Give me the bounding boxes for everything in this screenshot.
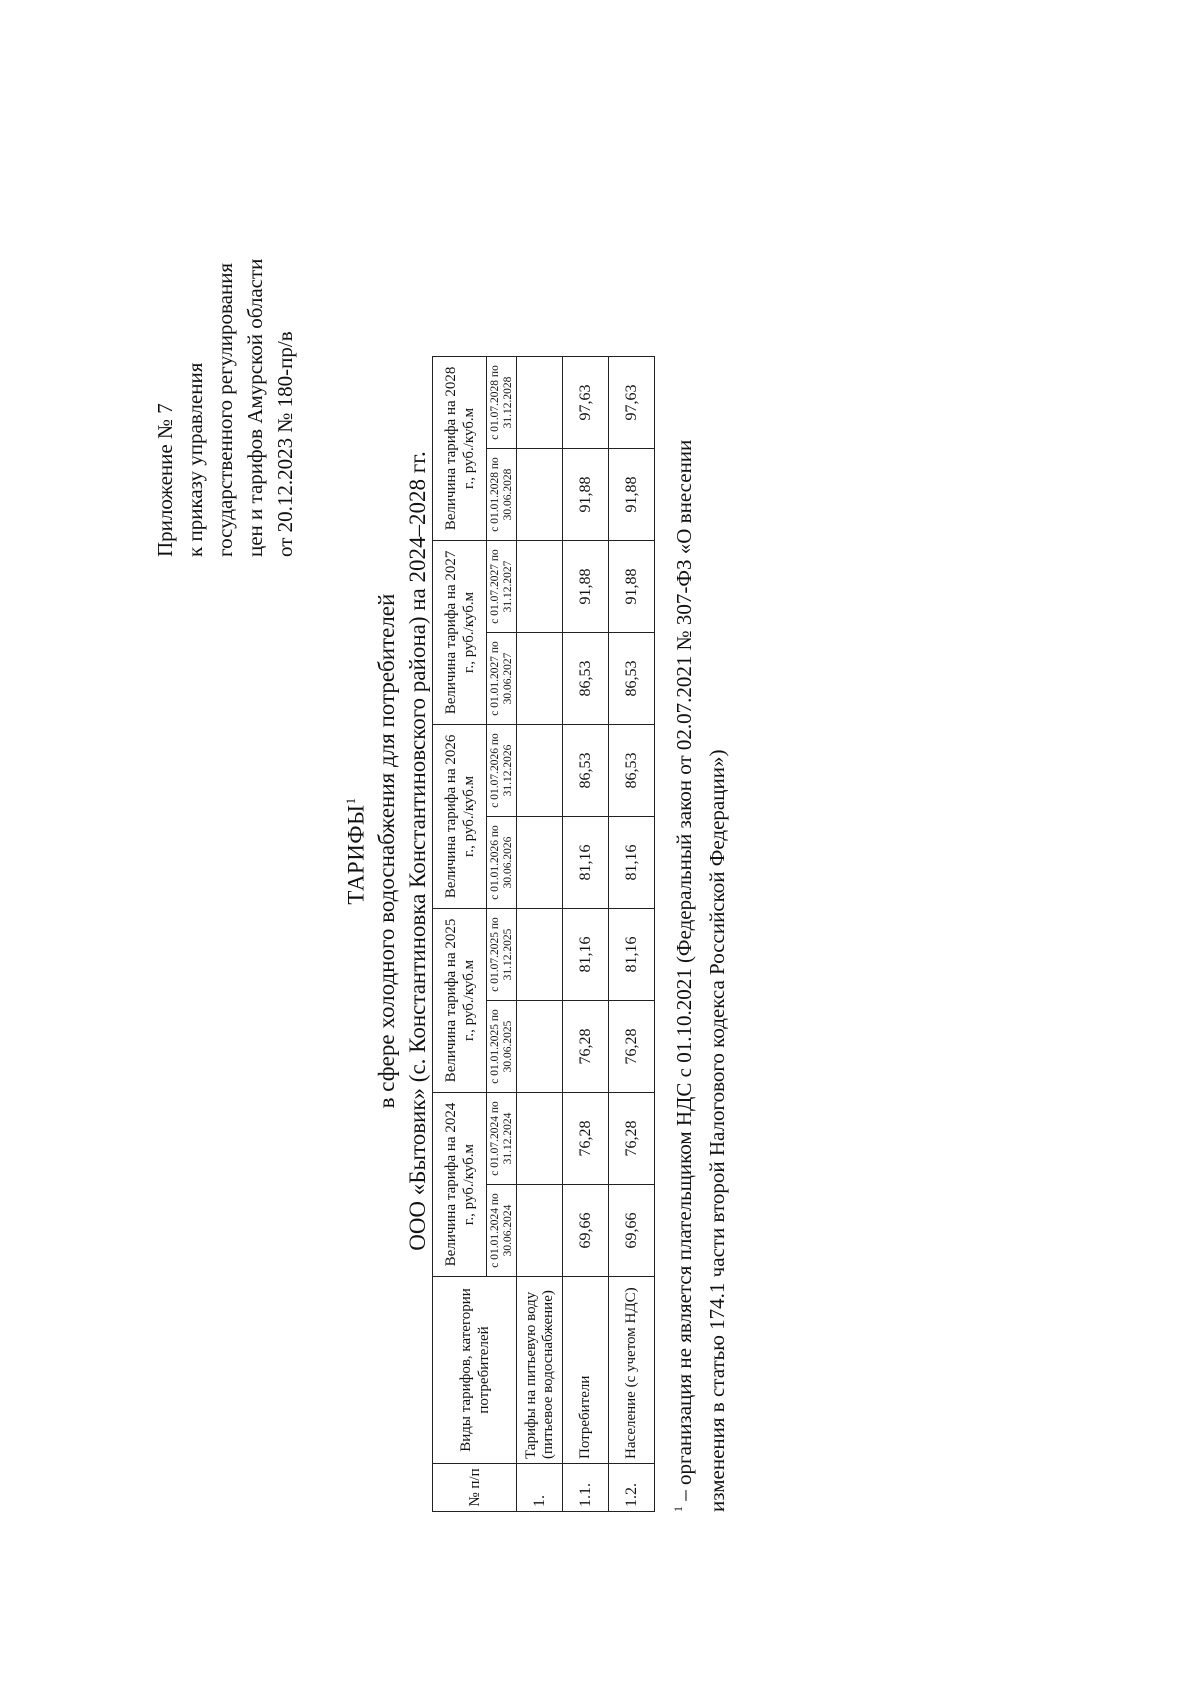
tariff-value	[517, 540, 563, 632]
tariff-value: 86,53	[609, 632, 655, 724]
header-year: Величина тарифа на 2026 г., руб./куб.м	[433, 724, 487, 908]
footnote-text: – организация не является плательщиком НДС с 01.10.2021 (Федеральный закон от 02.07.2021 № 307-ФЗ «О внесении	[672, 439, 696, 1506]
tariff-value: 76,28	[563, 1092, 609, 1184]
document-title	[336, 0, 433, 1702]
header-year: Величина тарифа на 2028 г., руб./куб.м	[433, 356, 487, 540]
header-period: с 01.01.2026 по 30.06.2026	[487, 816, 517, 908]
approval-line: от 20.12.2023 № 180-пр/в	[273, 331, 297, 557]
tariff-value: 91,88	[563, 540, 609, 632]
row-number: 1.	[517, 1464, 563, 1512]
title-main	[336, 0, 372, 1702]
tariff-value: 91,88	[609, 448, 655, 540]
approval-line: Приложение № 7	[153, 403, 177, 557]
tariff-value: 76,28	[609, 1000, 655, 1092]
tariff-value	[517, 448, 563, 540]
tariff-value	[517, 632, 563, 724]
approval-line: цен и тарифов Амурской области	[243, 258, 267, 557]
header-period: с 01.01.2024 по 30.06.2024	[487, 1185, 517, 1277]
tariff-value: 76,28	[563, 1000, 609, 1092]
tariff-value: 91,88	[563, 448, 609, 540]
tariff-value: 91,88	[609, 540, 655, 632]
tariff-value: 81,16	[609, 816, 655, 908]
header-period: с 01.07.2027 по 31.12.2027	[487, 540, 517, 632]
tariff-value: 97,63	[563, 356, 609, 448]
tariff-value	[517, 1000, 563, 1092]
approval-line: к приказу управления	[183, 362, 207, 557]
header-number: № п/п	[433, 1464, 517, 1512]
tariff-value	[517, 724, 563, 816]
footnote	[662, 440, 734, 1512]
header-category: Виды тарифов, категории потребителей	[433, 1277, 517, 1464]
tariff-value	[517, 908, 563, 1000]
header-period: с 01.07.2025 по 31.12.2025	[487, 908, 517, 1000]
table-row	[563, 356, 609, 1511]
tariff-value	[517, 1092, 563, 1184]
tariff-value: 86,53	[563, 724, 609, 816]
title-subtitle: в сфере холодного водоснабжения для потребителей	[373, 593, 399, 1109]
footnote-line	[662, 440, 701, 1512]
tariff-table	[432, 356, 655, 1512]
row-category: Потребители	[563, 1277, 609, 1464]
table-row	[517, 356, 563, 1511]
tariff-value: 69,66	[563, 1185, 609, 1277]
tariff-value: 86,53	[609, 724, 655, 816]
tariff-value: 69,66	[609, 1185, 655, 1277]
header-period: с 01.01.2025 по 30.06.2025	[487, 1000, 517, 1092]
tariff-value	[517, 356, 563, 448]
header-period: с 01.07.2026 по 31.12.2026	[487, 724, 517, 816]
tariff-value	[517, 1185, 563, 1277]
title-organization: ООО «Бытовик» (с. Константиновка Константиновского района) на 2024–2028 гг.	[404, 451, 430, 1251]
row-category: Население (с учетом НДС)	[609, 1277, 655, 1464]
header-year: Величина тарифа на 2025 г., руб./куб.м	[433, 908, 487, 1092]
footnote-mark: 1	[343, 797, 358, 805]
title-main-text: ТАРИФЫ	[343, 804, 369, 905]
header-year: Величина тарифа на 2027 г., руб./куб.м	[433, 540, 487, 724]
header-year: Величина тарифа на 2024 г., руб./куб.м	[433, 1092, 487, 1276]
tariff-value: 81,16	[609, 908, 655, 1000]
tariff-value: 86,53	[563, 632, 609, 724]
row-number: 1.1.	[563, 1464, 609, 1512]
tariff-value: 81,16	[563, 816, 609, 908]
table-row	[609, 356, 655, 1511]
row-category: Тарифы на питьевую воду (питьевое водоснабжение)	[517, 1277, 563, 1464]
footnote-mark: 1	[671, 1506, 685, 1512]
footnote-line: изменения в статью 174.1 части второй Налогового кодекса Российской Федерации»)	[705, 749, 729, 1512]
header-period: с 01.07.2024 по 31.12.2024	[487, 1092, 517, 1184]
header-period: с 01.01.2027 по 30.06.2027	[487, 632, 517, 724]
tariff-value: 81,16	[563, 908, 609, 1000]
header-period: с 01.01.2028 по 30.06.2028	[487, 448, 517, 540]
tariff-value: 76,28	[609, 1092, 655, 1184]
tariff-value	[517, 816, 563, 908]
row-number: 1.2.	[609, 1464, 655, 1512]
approval-line: государственного регулирования	[213, 262, 237, 557]
approval-stamp	[150, 259, 300, 557]
header-period: с 01.07.2028 по 31.12.2028	[487, 356, 517, 448]
tariff-value: 97,63	[609, 356, 655, 448]
